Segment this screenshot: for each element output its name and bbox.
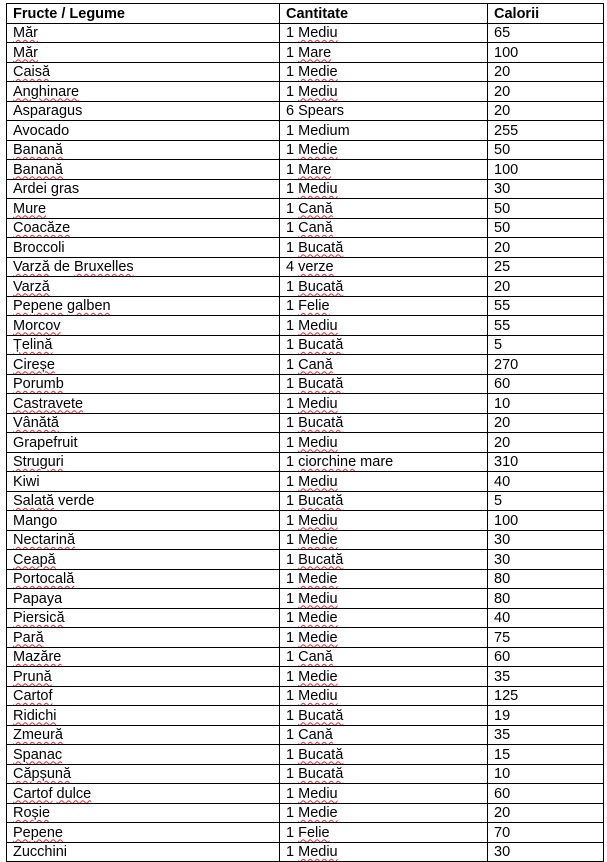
spellcheck-flagged-word: galben [67, 298, 111, 314]
cell-quantity: 1 Mediu [280, 179, 488, 199]
header-calories: Calorii [488, 4, 604, 24]
cell-calories: 20 [488, 62, 604, 82]
cell-quantity: 1 Bucată [280, 550, 488, 570]
table-row [7, 121, 604, 141]
cell-calories: 125 [488, 686, 604, 706]
fruit-vegetable-calorie-table [6, 3, 604, 862]
spellcheck-flagged-word: Ceapă [13, 551, 56, 568]
table-row [7, 316, 604, 336]
spellcheck-flagged-word: Varză [13, 259, 50, 275]
table-row [7, 43, 604, 63]
cell-calories: 20 [488, 413, 604, 433]
cell-calories: 80 [488, 569, 604, 589]
cell-food: Varză de Bruxelles [7, 257, 280, 277]
cell-calories: 10 [488, 394, 604, 414]
cell-quantity: 1 Mediu [280, 784, 488, 804]
cell-quantity: 4 verze [280, 257, 488, 277]
table-row [7, 62, 604, 82]
cell-calories: 30 [488, 530, 604, 550]
cell-calories: 20 [488, 803, 604, 823]
table-row [7, 452, 604, 472]
cell-quantity: 1 Bucată [280, 764, 488, 784]
table-row [7, 745, 604, 765]
cell-food: Kiwi [7, 472, 280, 492]
table-row [7, 277, 604, 297]
table-row [7, 472, 604, 492]
cell-quantity: 1 Cană [280, 725, 488, 745]
cell-calories: 65 [488, 23, 604, 43]
cell-quantity: 1 Mediu [280, 394, 488, 414]
cell-quantity: 1 Medie [280, 530, 488, 550]
cell-quantity: 1 Medie [280, 628, 488, 648]
table-row [7, 511, 604, 531]
cell-quantity: 1 Felie [280, 823, 488, 843]
cell-food: Zucchini [7, 842, 280, 862]
spellcheck-flagged-word: Bucată [298, 766, 344, 782]
cell-quantity: 1 Cană [280, 218, 488, 238]
cell-calories: 50 [488, 218, 604, 238]
cell-food [7, 43, 280, 63]
cell-quantity: 1 Bucată [280, 374, 488, 394]
spellcheck-flagged-word: Bruxelles [74, 259, 134, 275]
cell-calories: 20 [488, 101, 604, 121]
table-row [7, 374, 604, 394]
cell-food [7, 413, 280, 433]
cell-food: Avocado [7, 121, 280, 141]
spellcheck-flagged-word: Cartof [13, 688, 53, 704]
spellcheck-flagged-word: Mediu [298, 181, 338, 197]
cell-food [7, 823, 280, 843]
table-row [7, 257, 604, 277]
cell-calories: 30 [488, 842, 604, 862]
spellcheck-flagged-word: Anghinare [13, 83, 80, 100]
spellcheck-flagged-word: Nectarină [13, 532, 76, 548]
spellcheck-flagged-word: Banană [13, 161, 63, 178]
cell-food: Grapefruit [7, 433, 280, 453]
table-row [7, 491, 604, 511]
cell-food [7, 784, 280, 804]
table-row [7, 842, 604, 862]
spellcheck-flagged-word: Țelină [13, 337, 53, 353]
cell-food [7, 355, 280, 375]
cell-calories: 60 [488, 647, 604, 667]
cell-quantity: 1 Cană [280, 199, 488, 219]
spellcheck-flagged-word: Mare [298, 161, 332, 178]
table-row [7, 823, 604, 843]
cell-calories: 20 [488, 277, 604, 297]
table-row [7, 725, 604, 745]
cell-food [7, 335, 280, 355]
cell-calories: 40 [488, 472, 604, 492]
spellcheck-flagged-word: Medie [298, 532, 338, 548]
spellcheck-flagged-word: Pară [13, 629, 44, 646]
cell-quantity: 1 Mediu [280, 842, 488, 862]
spellcheck-flagged-word: Mare [298, 44, 332, 61]
cell-food [7, 62, 280, 82]
spellcheck-flagged-word: Medie [298, 629, 338, 646]
cell-quantity: 1 Mare [280, 43, 488, 63]
table-row [7, 238, 604, 258]
spellcheck-flagged-word: Felie [298, 824, 330, 841]
cell-quantity: 6 Spears [280, 101, 488, 121]
spellcheck-flagged-word: Medie [298, 142, 338, 158]
spellcheck-flagged-word: verze [298, 259, 334, 275]
cell-quantity: 1 ciorchine mare [280, 452, 488, 472]
cell-food [7, 23, 280, 43]
spellcheck-flagged-word: Mediu [298, 688, 338, 704]
cell-calories: 270 [488, 355, 604, 375]
table-row [7, 764, 604, 784]
spellcheck-flagged-word: Cană [298, 356, 333, 373]
cell-calories: 20 [488, 82, 604, 102]
spellcheck-flagged-word: Bucată [298, 337, 344, 353]
cell-quantity: 1 Bucată [280, 706, 488, 726]
cell-calories: 60 [488, 374, 604, 394]
spellcheck-flagged-word: Banană [13, 142, 63, 158]
cell-calories: 50 [488, 199, 604, 219]
spellcheck-flagged-word: Măr [13, 44, 38, 61]
cell-quantity: 1 Medie [280, 803, 488, 823]
spellcheck-flagged-word: Cireșe [13, 356, 55, 373]
cell-quantity: 1 Felie [280, 296, 488, 316]
cell-calories: 10 [488, 764, 604, 784]
spellcheck-flagged-word: Mediu [298, 473, 338, 490]
cell-quantity: 1 Mediu [280, 686, 488, 706]
spellcheck-flagged-word: Bucată [298, 278, 344, 295]
cell-calories: 310 [488, 452, 604, 472]
spellcheck-flagged-word: Măr [13, 25, 38, 41]
table-row [7, 433, 604, 453]
spellcheck-flagged-word: Bucată [298, 376, 344, 392]
table-row [7, 355, 604, 375]
table-row [7, 140, 604, 160]
header-food: Fructe / Legume [7, 4, 280, 24]
cell-quantity: 1 Cană [280, 647, 488, 667]
spellcheck-flagged-word: Zmeură [13, 727, 63, 743]
cell-quantity: 1 Mediu [280, 82, 488, 102]
cell-quantity: 1 Mediu [280, 589, 488, 609]
spellcheck-flagged-word: dulce [56, 785, 92, 802]
header-row [7, 4, 604, 24]
cell-food [7, 764, 280, 784]
table-row [7, 101, 604, 121]
cell-calories: 5 [488, 335, 604, 355]
table-row [7, 550, 604, 570]
spellcheck-flagged-word: Căpșună [13, 766, 72, 782]
cell-calories: 40 [488, 608, 604, 628]
table-row [7, 706, 604, 726]
cell-calories: 50 [488, 140, 604, 160]
spellcheck-flagged-word: Mediu [298, 512, 338, 529]
table-row [7, 569, 604, 589]
spellcheck-flagged-word: Bucată [298, 551, 344, 568]
cell-food [7, 530, 280, 550]
table-row [7, 296, 604, 316]
spellcheck-flagged-word: Caisă [13, 64, 51, 80]
cell-quantity: 1 Medie [280, 62, 488, 82]
table-row [7, 413, 604, 433]
spellcheck-flagged-word: Cană [298, 649, 333, 665]
table-row [7, 667, 604, 687]
table-row [7, 647, 604, 667]
spellcheck-flagged-word: Spanac [13, 746, 63, 763]
spellcheck-flagged-word: Vânătă [13, 415, 59, 431]
spellcheck-flagged-word: Coacăze [13, 220, 71, 236]
cell-quantity: 1 Mediu [280, 23, 488, 43]
cell-quantity: 1 Cană [280, 355, 488, 375]
cell-food [7, 374, 280, 394]
cell-calories: 35 [488, 725, 604, 745]
spellcheck-flagged-word: Cană [298, 200, 333, 217]
cell-food: Asparagus [7, 101, 280, 121]
cell-food: Salată verde [7, 491, 280, 511]
cell-food [7, 296, 280, 316]
spellcheck-flagged-word: Mediu [298, 844, 338, 860]
spellcheck-flagged-word: Medie [298, 571, 338, 587]
cell-food [7, 803, 280, 823]
spellcheck-flagged-word: Pepene [13, 824, 63, 841]
spellcheck-flagged-word: Piersică [13, 610, 65, 626]
spellcheck-flagged-word: Portocală [13, 571, 75, 587]
cell-calories: 5 [488, 491, 604, 511]
table-row [7, 335, 604, 355]
cell-calories: 55 [488, 296, 604, 316]
spellcheck-flagged-word: Cană [298, 727, 333, 743]
spellcheck-flagged-word: ciorchine [298, 454, 357, 470]
cell-quantity: 1 Mediu [280, 472, 488, 492]
table-row [7, 803, 604, 823]
cell-food [7, 160, 280, 180]
cell-food [7, 725, 280, 745]
cell-food [7, 199, 280, 219]
cell-quantity: 1 Medie [280, 667, 488, 687]
cell-calories: 100 [488, 160, 604, 180]
spellcheck-flagged-word: Prună [13, 668, 52, 685]
spellcheck-flagged-word: Morcov [13, 317, 61, 334]
spellcheck-flagged-word: Mure [13, 200, 47, 217]
table-row [7, 179, 604, 199]
cell-quantity: 1 Bucată [280, 413, 488, 433]
cell-quantity: 1 Bucată [280, 238, 488, 258]
cell-quantity: 1 Mare [280, 160, 488, 180]
cell-food [7, 218, 280, 238]
cell-calories: 75 [488, 628, 604, 648]
spellcheck-flagged-word: Salată [13, 493, 55, 509]
table-header [7, 4, 604, 24]
table-row [7, 589, 604, 609]
cell-food [7, 706, 280, 726]
spellcheck-flagged-word: Porumb [13, 376, 64, 392]
cell-quantity: 1 Mediu [280, 511, 488, 531]
spellcheck-flagged-word: Pepene [13, 298, 63, 314]
spellcheck-flagged-word: Mediu [298, 83, 338, 100]
spellcheck-flagged-word: Felie [298, 298, 330, 314]
cell-food [7, 686, 280, 706]
cell-food [7, 628, 280, 648]
cell-calories: 15 [488, 745, 604, 765]
spellcheck-flagged-word: Ridichi [13, 707, 57, 724]
table-row [7, 686, 604, 706]
cell-calories: 70 [488, 823, 604, 843]
cell-calories: 20 [488, 238, 604, 258]
spellcheck-flagged-word: Mediu [298, 590, 338, 607]
table-row [7, 199, 604, 219]
cell-quantity: 1 Medium [280, 121, 488, 141]
table-body [7, 23, 604, 862]
spellcheck-flagged-word: Bucată [298, 707, 344, 724]
spellcheck-flagged-word: Medie [298, 805, 338, 821]
table-row [7, 784, 604, 804]
table-row [7, 608, 604, 628]
cell-quantity: 1 Mediu [280, 316, 488, 336]
cell-food [7, 745, 280, 765]
cell-quantity: 1 Bucată [280, 491, 488, 511]
cell-quantity: 1 Mediu [280, 433, 488, 453]
cell-calories: 30 [488, 179, 604, 199]
cell-quantity: 1 Bucată [280, 745, 488, 765]
cell-food: Papaya [7, 589, 280, 609]
cell-calories: 19 [488, 706, 604, 726]
spellcheck-flagged-word: Mediu [298, 434, 338, 451]
header-quantity: Cantitate [280, 4, 488, 24]
cell-food [7, 647, 280, 667]
cell-calories: 80 [488, 589, 604, 609]
spellcheck-flagged-word: Medie [298, 668, 338, 685]
table-row [7, 628, 604, 648]
cell-calories: 20 [488, 433, 604, 453]
cell-food [7, 608, 280, 628]
spellcheck-flagged-word: Castravete [13, 395, 84, 412]
spellcheck-flagged-word: Bucată [298, 239, 344, 256]
spellcheck-flagged-word: Bucată [298, 493, 344, 509]
spellcheck-flagged-word: Roșie [13, 805, 51, 821]
cell-calories: 255 [488, 121, 604, 141]
spellcheck-flagged-word: Medie [298, 64, 338, 80]
table-row [7, 394, 604, 414]
cell-calories: 100 [488, 511, 604, 531]
cell-quantity: 1 Bucată [280, 277, 488, 297]
table-row [7, 218, 604, 238]
cell-quantity: 1 Medie [280, 569, 488, 589]
cell-calories: 55 [488, 316, 604, 336]
spellcheck-flagged-word: Medie [298, 610, 338, 626]
spellcheck-flagged-word: Varză [13, 278, 50, 295]
spellcheck-flagged-word: Mediu [298, 25, 338, 41]
cell-food [7, 452, 280, 472]
cell-calories: 35 [488, 667, 604, 687]
spellcheck-flagged-word: Bucată [298, 746, 344, 763]
cell-calories: 60 [488, 784, 604, 804]
cell-quantity: 1 Bucată [280, 335, 488, 355]
spellcheck-flagged-word: Mediu [298, 395, 338, 412]
cell-quantity: 1 Medie [280, 140, 488, 160]
cell-food: Broccoli [7, 238, 280, 258]
table-row [7, 160, 604, 180]
spellcheck-flagged-word: Cană [298, 220, 333, 236]
spellcheck-flagged-word: Mediu [298, 317, 338, 334]
spellcheck-flagged-word: Cartof [13, 785, 53, 802]
cell-food [7, 550, 280, 570]
cell-calories: 100 [488, 43, 604, 63]
spellcheck-flagged-word: Mazăre [13, 649, 62, 665]
cell-food [7, 667, 280, 687]
cell-food [7, 316, 280, 336]
cell-quantity: 1 Medie [280, 608, 488, 628]
cell-food [7, 140, 280, 160]
spellcheck-flagged-word: Struguri [13, 454, 64, 470]
spellcheck-flagged-word: Mediu [298, 785, 338, 802]
cell-calories: 30 [488, 550, 604, 570]
table-row [7, 82, 604, 102]
cell-food [7, 82, 280, 102]
cell-food [7, 277, 280, 297]
cell-food [7, 394, 280, 414]
cell-food [7, 569, 280, 589]
cell-calories: 25 [488, 257, 604, 277]
spellcheck-flagged-word: Bucată [298, 415, 344, 431]
table-row [7, 23, 604, 43]
table-row [7, 530, 604, 550]
cell-food: Mango [7, 511, 280, 531]
cell-food: Ardei gras [7, 179, 280, 199]
